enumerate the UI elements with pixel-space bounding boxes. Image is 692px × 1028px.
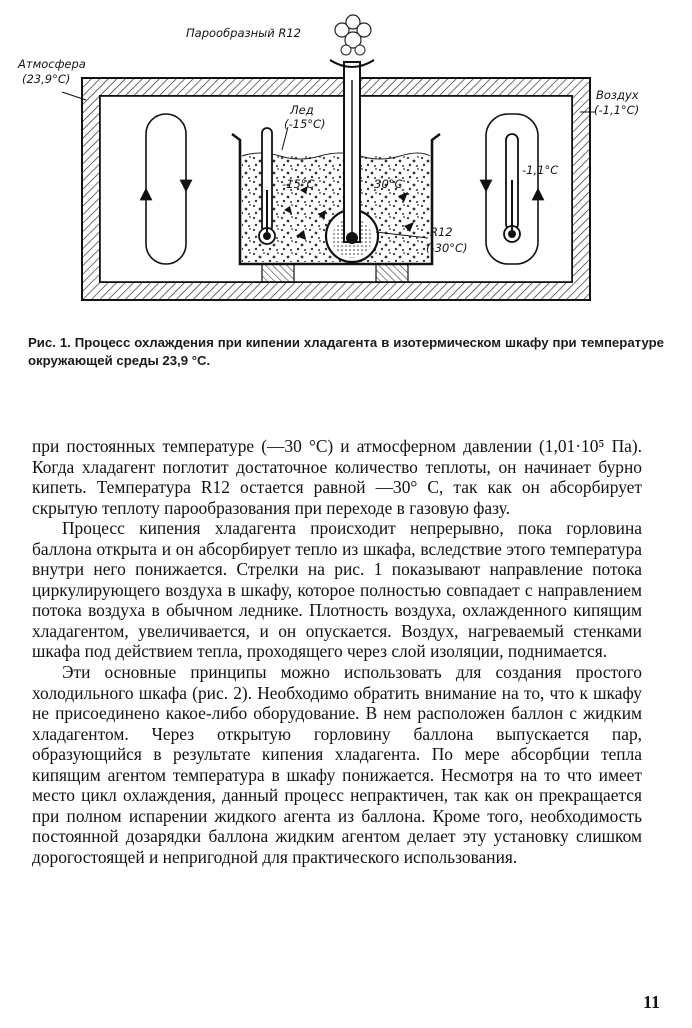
figure-1 (0, 0, 692, 330)
left-thermometer-reading: -15°С (282, 177, 315, 191)
right-thermometer-reading: -1,1°С (522, 163, 559, 177)
atmosphere-temp-label: (23,9°С) (22, 72, 71, 86)
paragraph: Эти основные принципы можно использовать для создания простого холодильного шкафа (рис. 2). Необходимо обратить внимание на то, что к шкафу не присоединено какое-либо оборудование. В нем расположен баллон с жидким хладагентом. Через открытую горловину баллона выпускается пар, образующийся в результате кипения хладагента. По мере абсорбции тепла кипящим агентом температура в шкафу понижается. Несмотря на то что имеет место цикл охлаждения, данный процесс непрактичен, так как он прекращается при полном испарении жидкого агента из баллона. Кроме того, необходимость постоянной дозарядки баллона жидким агентом делает эту установку слишком дорогостоящей и непригодной для практического использования. (32, 662, 642, 867)
vapor-label: Парообразный R12 (186, 26, 301, 40)
ice-temp-label: (-15°С) (284, 117, 326, 131)
atmosphere-label: Атмосфера (18, 57, 86, 71)
air-temp-label: (-1,1°С) (594, 103, 640, 117)
paragraph: Процесс кипения хладагента происходит непрерывно, пока горловина баллона открыта и он абсорбирует тепло из шкафа, вследствие этого температура внутри него понижается. Стрелки на рис. 1 показывают направление потока циркулирующего воздуха в шкафу, которое полностью совпадает с направлением потока воздуха в обычном леднике. Плотность воздуха, охлажденного кипящим хладагентом, увеличивается, и он опускается. Воздух, нагреваемый стенками шкафа под действием тепла, проходящего через слой изоляции, поднимается. (32, 518, 642, 662)
cabinet-diagram (0, 0, 692, 330)
ice-label: Лед (290, 103, 314, 117)
center-thermometer-reading: -30°С (370, 177, 403, 191)
thermometer-right (504, 134, 520, 242)
paragraph: при постоянных температуре (—30 °С) и атмосферном давлении (1,01·10⁵ Па). Когда хладагент поглотит достаточное количество теплоты, он начинает бурно кипеть. Температура R12 остается равной —30° С, так как он абсорбирует скрытую теплоту парообразования при переходе в газовую фазу. (32, 436, 642, 518)
r12-label: R12 (430, 225, 453, 239)
caption-text: Рис. 1. Процесс охлаждения при кипении хладагента в изотермическом шкафу при температуре окружающей среды 23,9 °С. (28, 335, 664, 368)
vapor-cloud (335, 15, 371, 55)
page-number: 11 (642, 992, 660, 1012)
body-text (32, 436, 642, 867)
air-label: Воздух (596, 88, 639, 102)
thermometer-left (259, 128, 275, 244)
r12-temp-label: (-30°С) (426, 241, 468, 255)
figure-caption (28, 334, 664, 370)
